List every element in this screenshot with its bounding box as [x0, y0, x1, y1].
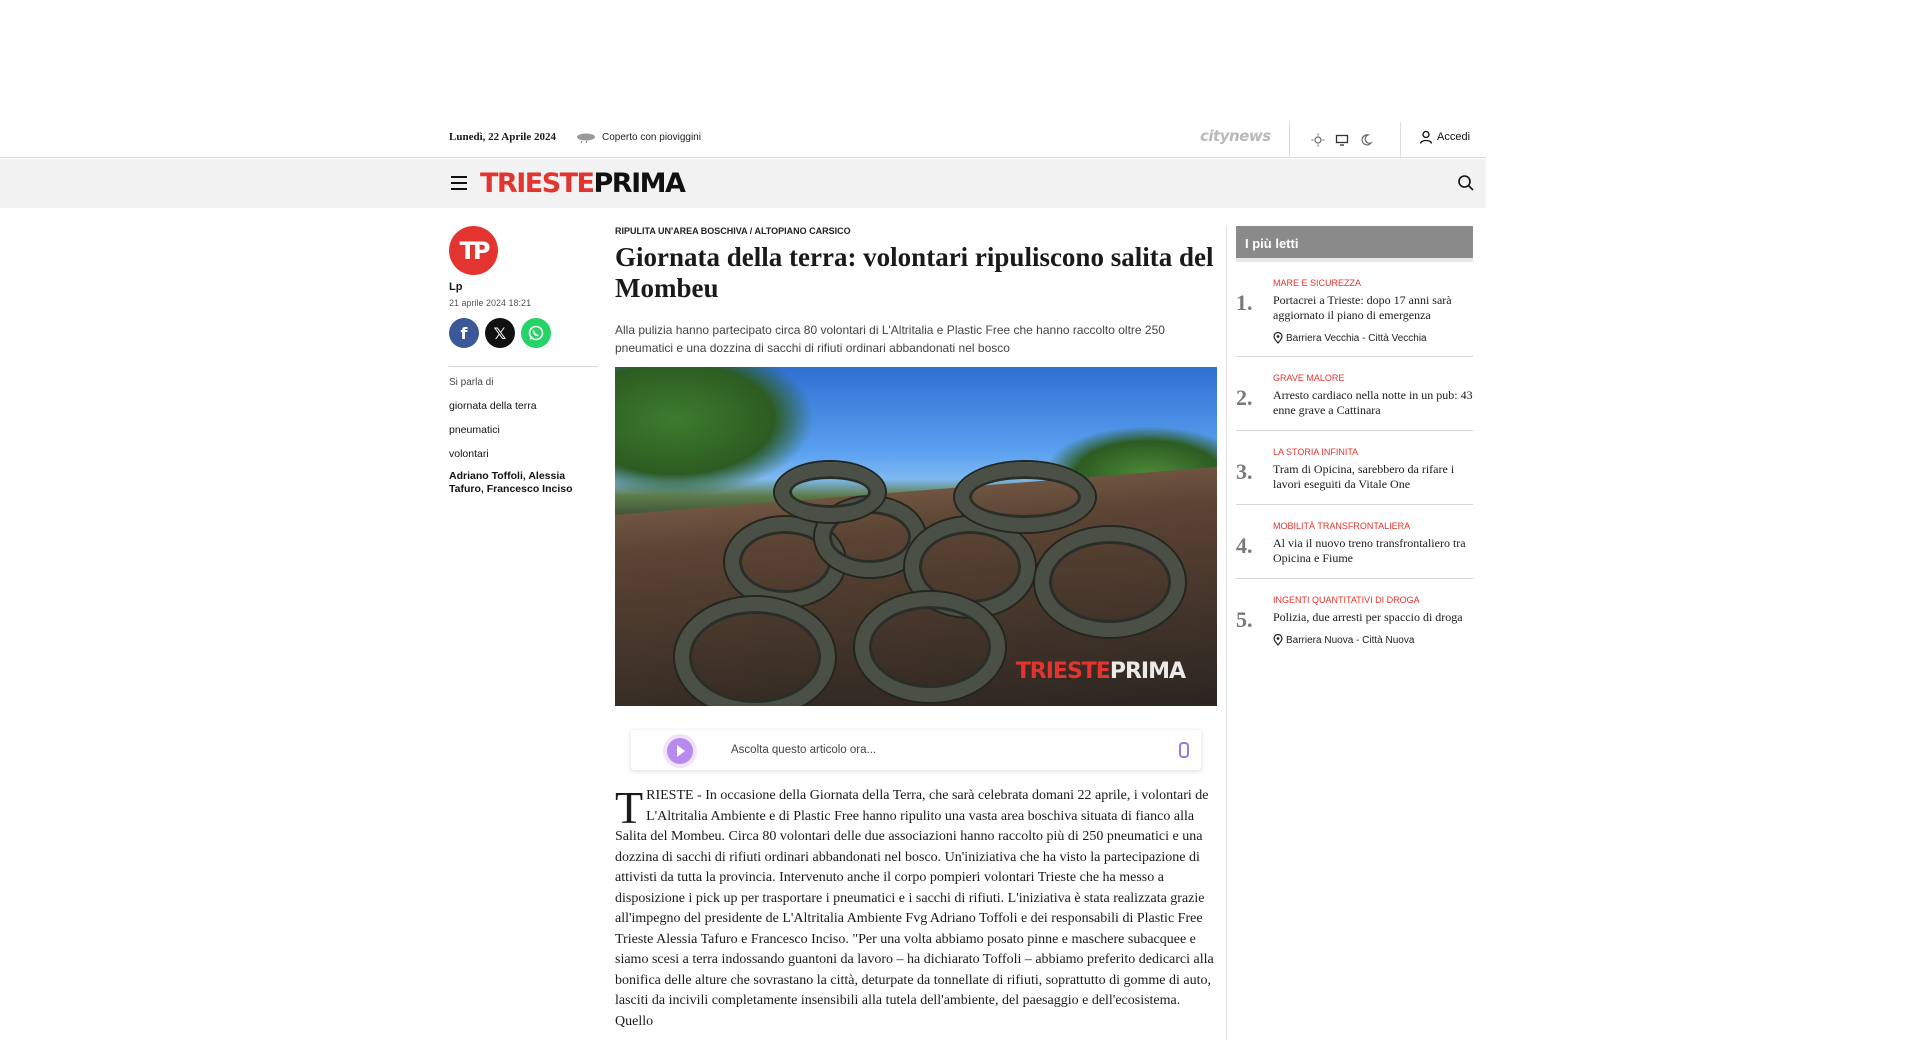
item-kicker[interactable]: GRAVE MALORE — [1273, 373, 1345, 383]
current-date: Lunedì, 22 Aprile 2024 — [449, 131, 556, 143]
most-read-sidebar — [1236, 226, 1473, 658]
play-button[interactable] — [667, 738, 693, 764]
article-title: Giornata della terra: volontari ripuliscono salita del Mombeu — [615, 242, 1214, 303]
image-tire — [955, 462, 1095, 532]
divider — [1289, 122, 1290, 158]
login-button[interactable] — [1419, 130, 1470, 144]
item-title[interactable]: Tram di Opicina, sarebbero da rifare i lavori eseguiti da Vitale One — [1273, 462, 1455, 491]
whatsapp-icon — [527, 324, 545, 342]
item-title[interactable]: Portacrei a Trieste: dopo 17 anni sarà aggiornato il piano di emergenza — [1273, 293, 1452, 322]
most-read-item[interactable] — [1236, 262, 1473, 357]
image-tire — [775, 462, 885, 522]
article — [615, 226, 1217, 1032]
user-icon — [1419, 130, 1433, 144]
most-read-item[interactable] — [1236, 357, 1473, 431]
drop-cap: T — [615, 782, 644, 833]
logo-part-trieste: TRIESTE — [480, 168, 594, 199]
item-kicker[interactable]: INGENTI QUANTITATIVI DI DROGA — [1273, 595, 1420, 605]
login-label: Accedi — [1437, 131, 1471, 143]
facebook-share-button[interactable] — [449, 318, 479, 348]
tag-people-link[interactable]: Adriano Toffoli, Alessia Tafuro, Francesco Inciso — [449, 470, 573, 495]
article-body — [615, 782, 1217, 1032]
rank-number: 3. — [1236, 459, 1253, 484]
image-watermark — [1016, 659, 1185, 684]
item-title[interactable]: Polizia, due arresti per spaccio di droga — [1273, 610, 1463, 624]
divider — [1400, 122, 1401, 158]
item-location[interactable] — [1273, 332, 1473, 344]
location-label: Barriera Vecchia - Città Vecchia — [1286, 332, 1427, 344]
weather-label: Coperto con pioviggini — [602, 132, 701, 143]
item-kicker[interactable]: MARE E SICUREZZA — [1273, 278, 1362, 288]
item-location[interactable] — [1273, 634, 1473, 646]
watermark-part-prima: PRIMA — [1109, 659, 1185, 684]
logo-part-prima: PRIMA — [593, 168, 685, 199]
item-kicker[interactable]: MOBILITÀ TRANSFRONTALIERA — [1273, 521, 1411, 531]
weather-widget[interactable] — [576, 132, 701, 143]
hero-image[interactable] — [615, 367, 1217, 706]
map-pin-icon — [1273, 634, 1283, 646]
site-logo[interactable] — [480, 168, 684, 199]
tag-link[interactable]: pneumatici — [449, 424, 500, 436]
theme-switcher — [1311, 133, 1373, 147]
whatsapp-share-button[interactable] — [521, 318, 551, 348]
tag-link[interactable]: volontari — [449, 448, 489, 460]
article-summary: Alla pulizia hanno partecipato circa 80 volontari di L'Altritalia e Plastic Free che hanno raccolto oltre 250 pneumatici e una dozzina di sacchi di rifiuti ordinari abbandonati nel bosco — [615, 323, 1165, 355]
item-kicker[interactable]: LA STORIA INFINITA — [1273, 447, 1359, 457]
rank-number: 1. — [1236, 290, 1253, 315]
watermark-part-trieste: TRIESTE — [1015, 659, 1110, 684]
menu-icon[interactable] — [451, 176, 467, 190]
monitor-icon[interactable] — [1335, 133, 1349, 147]
sun-icon[interactable] — [1311, 133, 1325, 147]
moon-icon[interactable] — [1359, 133, 1373, 147]
x-share-button[interactable] — [485, 318, 515, 348]
rank-number: 5. — [1236, 607, 1253, 632]
tag-link[interactable]: giornata della terra — [449, 400, 537, 412]
divider — [449, 366, 598, 367]
item-title[interactable]: Al via il nuovo treno transfrontaliero tra Opicina e Fiume — [1273, 536, 1466, 565]
x-icon: 𝕏 — [493, 323, 507, 343]
author-avatar[interactable]: TP — [449, 226, 498, 275]
article-meta-sidebar — [449, 226, 599, 496]
article-body-text: RIESTE - In occasione della Giornata della Terra, che sarà celebrata domani 22 aprile, i volontari de L'Altritalia Ambiente e di Plastic Free hanno ripulito una vasta area boschiva situata di fianco alla Salita del Mombeu. Circa 80 volontari delle due associazioni hanno raccolto più di 250 pneumatici e una dozzina di sacchi di rifiuti ordinari abbandonati nel bosco. Un'iniziativa che ha visto la partecipazione di attivisti da tutta la provincia. Intervenuto anche il corpo pompieri volontari Trieste che ha messo a disposizione i pick up per trasportare i pneumatici e i sacchi di rifiuti. L'iniziativa è stata realizzata grazie all'impegno del presidente de L'Altritalia Ambiente Fvg Adriano Toffoli e dei responsabili di Plastic Free Trieste Alessia Tafuro e Francesco Inciso. "Per una volta abbiamo posato pinne e maschere subacquee e siamo scesi a terra indossando guantoni da lavoro – ha dichiarato Toffoli – abbiamo preferito dedicarci alla bonifica delle alture che sovrastano la città, deturpate da tonnellate di rifiuti, soprattutto di gomme di auto, lasciti da incivili completamente insensibili alla tutela dell'ambiente, del paesaggio e dell'ecosistema. Quello — [615, 788, 1214, 1029]
audio-player-label: Ascolta questo articolo ora... — [731, 744, 877, 756]
image-tire — [675, 597, 835, 706]
rank-number: 4. — [1236, 533, 1253, 558]
most-read-heading: I più letti — [1236, 226, 1473, 262]
image-tire — [855, 592, 1005, 702]
most-read-item[interactable] — [1236, 579, 1473, 658]
most-read-item[interactable] — [1236, 505, 1473, 579]
most-read-item[interactable] — [1236, 431, 1473, 505]
main-nav — [0, 159, 1486, 208]
rank-number: 2. — [1236, 385, 1253, 410]
image-tire — [1035, 527, 1185, 637]
citynews-logo[interactable]: citynews — [1200, 127, 1271, 145]
column-divider — [1226, 226, 1227, 1040]
map-pin-icon — [1273, 332, 1283, 344]
tags-heading: Si parla di — [449, 377, 494, 388]
facebook-icon: f — [460, 323, 468, 343]
article-kicker[interactable]: RIPULITA UN'AREA BOSCHIVA / ALTOPIANO CARSICO — [615, 226, 851, 236]
cloud-rain-icon — [576, 133, 596, 143]
search-icon[interactable] — [1457, 174, 1475, 192]
audio-player — [631, 730, 1201, 770]
location-label: Barriera Nuova - Città Nuova — [1286, 634, 1415, 646]
publish-date: 21 aprile 2024 18:21 — [449, 298, 532, 308]
item-title[interactable]: Arresto cardiaco nella notte in un pub: 43 enne grave a Cattinara — [1273, 388, 1473, 417]
share-buttons — [449, 318, 599, 348]
audio-provider-icon[interactable] — [1179, 742, 1189, 758]
author-name[interactable]: Lp — [449, 281, 463, 293]
top-bar — [0, 122, 1486, 158]
